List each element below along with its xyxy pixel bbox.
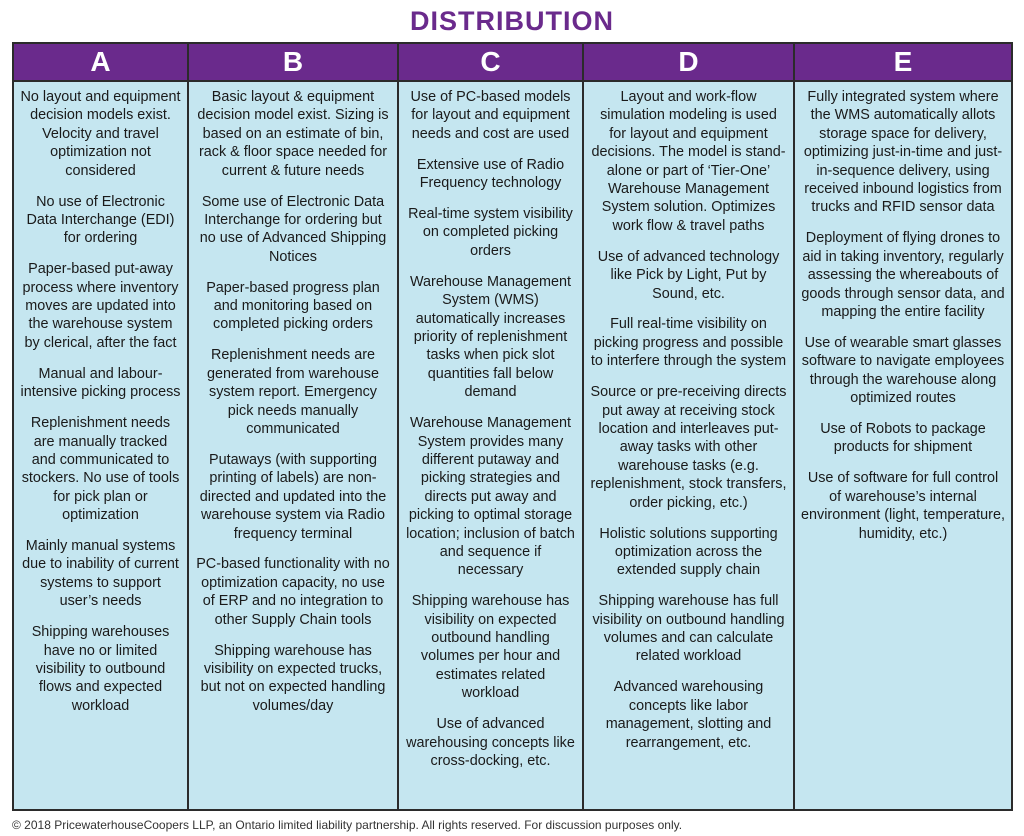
column-body-a xyxy=(14,82,187,809)
column-header-a: A xyxy=(14,44,187,82)
column-c xyxy=(399,44,584,809)
list-item: Warehouse Management System provides many different putaway and picking strategies and directs put away and picking to optimal storage location; inclusion of batch and sequence if necessary xyxy=(406,415,575,579)
column-header-e: E xyxy=(795,44,1011,82)
list-item: Mainly manual systems due to inability of current systems to support user’s needs xyxy=(22,538,179,610)
list-item: Shipping warehouses have no or limited visibility to outbound flows and expected workload xyxy=(31,624,170,714)
column-b xyxy=(189,44,399,809)
list-item: Use of PC-based models for layout and equipment needs and cost are used xyxy=(410,89,571,142)
column-a xyxy=(14,44,189,809)
column-body-d xyxy=(584,82,793,809)
list-item: Source or pre-receiving directs put away at receiving stock location and interleaves put-away tasks with other warehouse tasks (e.g. replenishment, stock transfers, order picking, etc.) xyxy=(590,384,787,511)
column-body-c xyxy=(399,82,582,809)
list-item: Replenishment needs are manually tracked and communicated to stockers. No use of tools for pick plan or optimization xyxy=(21,415,180,524)
list-item: Putaways (with supporting printing of labels) are non-directed and updated into the warehouse system via Radio frequency terminal xyxy=(199,451,387,542)
page-title: DISTRIBUTION xyxy=(410,6,614,36)
list-item: Use of Robots to package products for shipment xyxy=(820,421,986,456)
list-item: Paper-based put-away process where inventory moves are updated into the warehouse system by clerical, after the fact xyxy=(22,261,179,351)
list-item: Use of advanced warehousing concepts like cross-docking, etc. xyxy=(406,716,575,769)
column-body-e xyxy=(795,82,1011,809)
column-header-d: D xyxy=(584,44,793,82)
column-e xyxy=(795,44,1011,809)
list-item: Warehouse Management System (WMS) automatically increases priority of replenishment tasks when pick slot quantities fall below demand xyxy=(409,273,572,401)
column-body-b xyxy=(189,82,397,809)
list-item: Paper-based progress plan and monitoring based on completed picking orders xyxy=(206,279,380,333)
list-item: Use of software for full control of warehouse’s internal environment (light, temperature, humidity, etc.) xyxy=(801,470,1005,542)
list-item: Layout and work-flow simulation modeling is used for layout and equipment decisions. The model is stand-alone or part of ‘Tier-One’ Warehouse Management System solution. Optimizes work flow & travel paths xyxy=(591,89,786,234)
list-item: Shipping warehouse has visibility on expected trucks, but not on expected handling volumes/day xyxy=(200,642,386,714)
list-item: Advanced warehousing concepts like labor management, slotting and rearrangement, etc. xyxy=(605,679,772,751)
column-header-c: C xyxy=(399,44,582,82)
list-item: Shipping warehouse has visibility on expected outbound handling volumes per hour and estimates related workload xyxy=(411,593,570,702)
list-item: Full real-time visibility on picking progress and possible to interfere through the system xyxy=(590,316,787,370)
list-item: Use of advanced technology like Pick by Light, Put by Sound, etc. xyxy=(597,248,780,302)
maturity-table xyxy=(12,42,1013,811)
list-item: Fully integrated system where the WMS automatically allots storage space for delivery, optimizing just-in-time and just-in-sequence delivery, using received inbound logistics from trucks and RFID sensor data xyxy=(803,89,1003,216)
list-item: Holistic solutions supporting optimization across the extended supply chain xyxy=(599,525,778,579)
list-item: PC-based functionality with no optimization capacity, no use of ERP and no integration to other Supply Chain tools xyxy=(196,556,390,628)
list-item: Replenishment needs are generated from warehouse system report. Emergency pick needs manually communicated xyxy=(207,347,379,437)
list-item: Extensive use of Radio Frequency technology xyxy=(416,156,565,192)
copyright-footer: © 2018 PricewaterhouseCoopers LLP, an Ontario limited liability partnership. All rights reserved. For discussion purposes only. xyxy=(12,818,683,832)
column-d xyxy=(584,44,795,809)
list-item: Shipping warehouse has full visibility on outbound handling volumes and can calculate related workload xyxy=(592,593,785,665)
list-item: Basic layout & equipment decision model exist. Sizing is based on an estimate of bin, rack & floor space needed for current & future needs xyxy=(197,89,389,179)
list-item: Real-time system visibility on completed picking orders xyxy=(408,206,573,259)
list-item: Some use of Electronic Data Interchange for ordering but no use of Advanced Shipping Notices xyxy=(199,193,387,265)
list-item: Manual and labour-intensive picking process xyxy=(20,365,181,401)
list-item: No use of Electronic Data Interchange (EDI) for ordering xyxy=(26,193,175,247)
list-item: No layout and equipment decision models exist. Velocity and travel optimization not considered xyxy=(20,89,181,179)
list-item: Deployment of flying drones to aid in taking inventory, regularly assessing the whereabouts of goods through sensor data, and mapping the entire facility xyxy=(801,230,1005,320)
list-item: Use of wearable smart glasses software to navigate employees through the warehouse along optimized routes xyxy=(801,334,1005,407)
column-header-b: B xyxy=(189,44,397,82)
